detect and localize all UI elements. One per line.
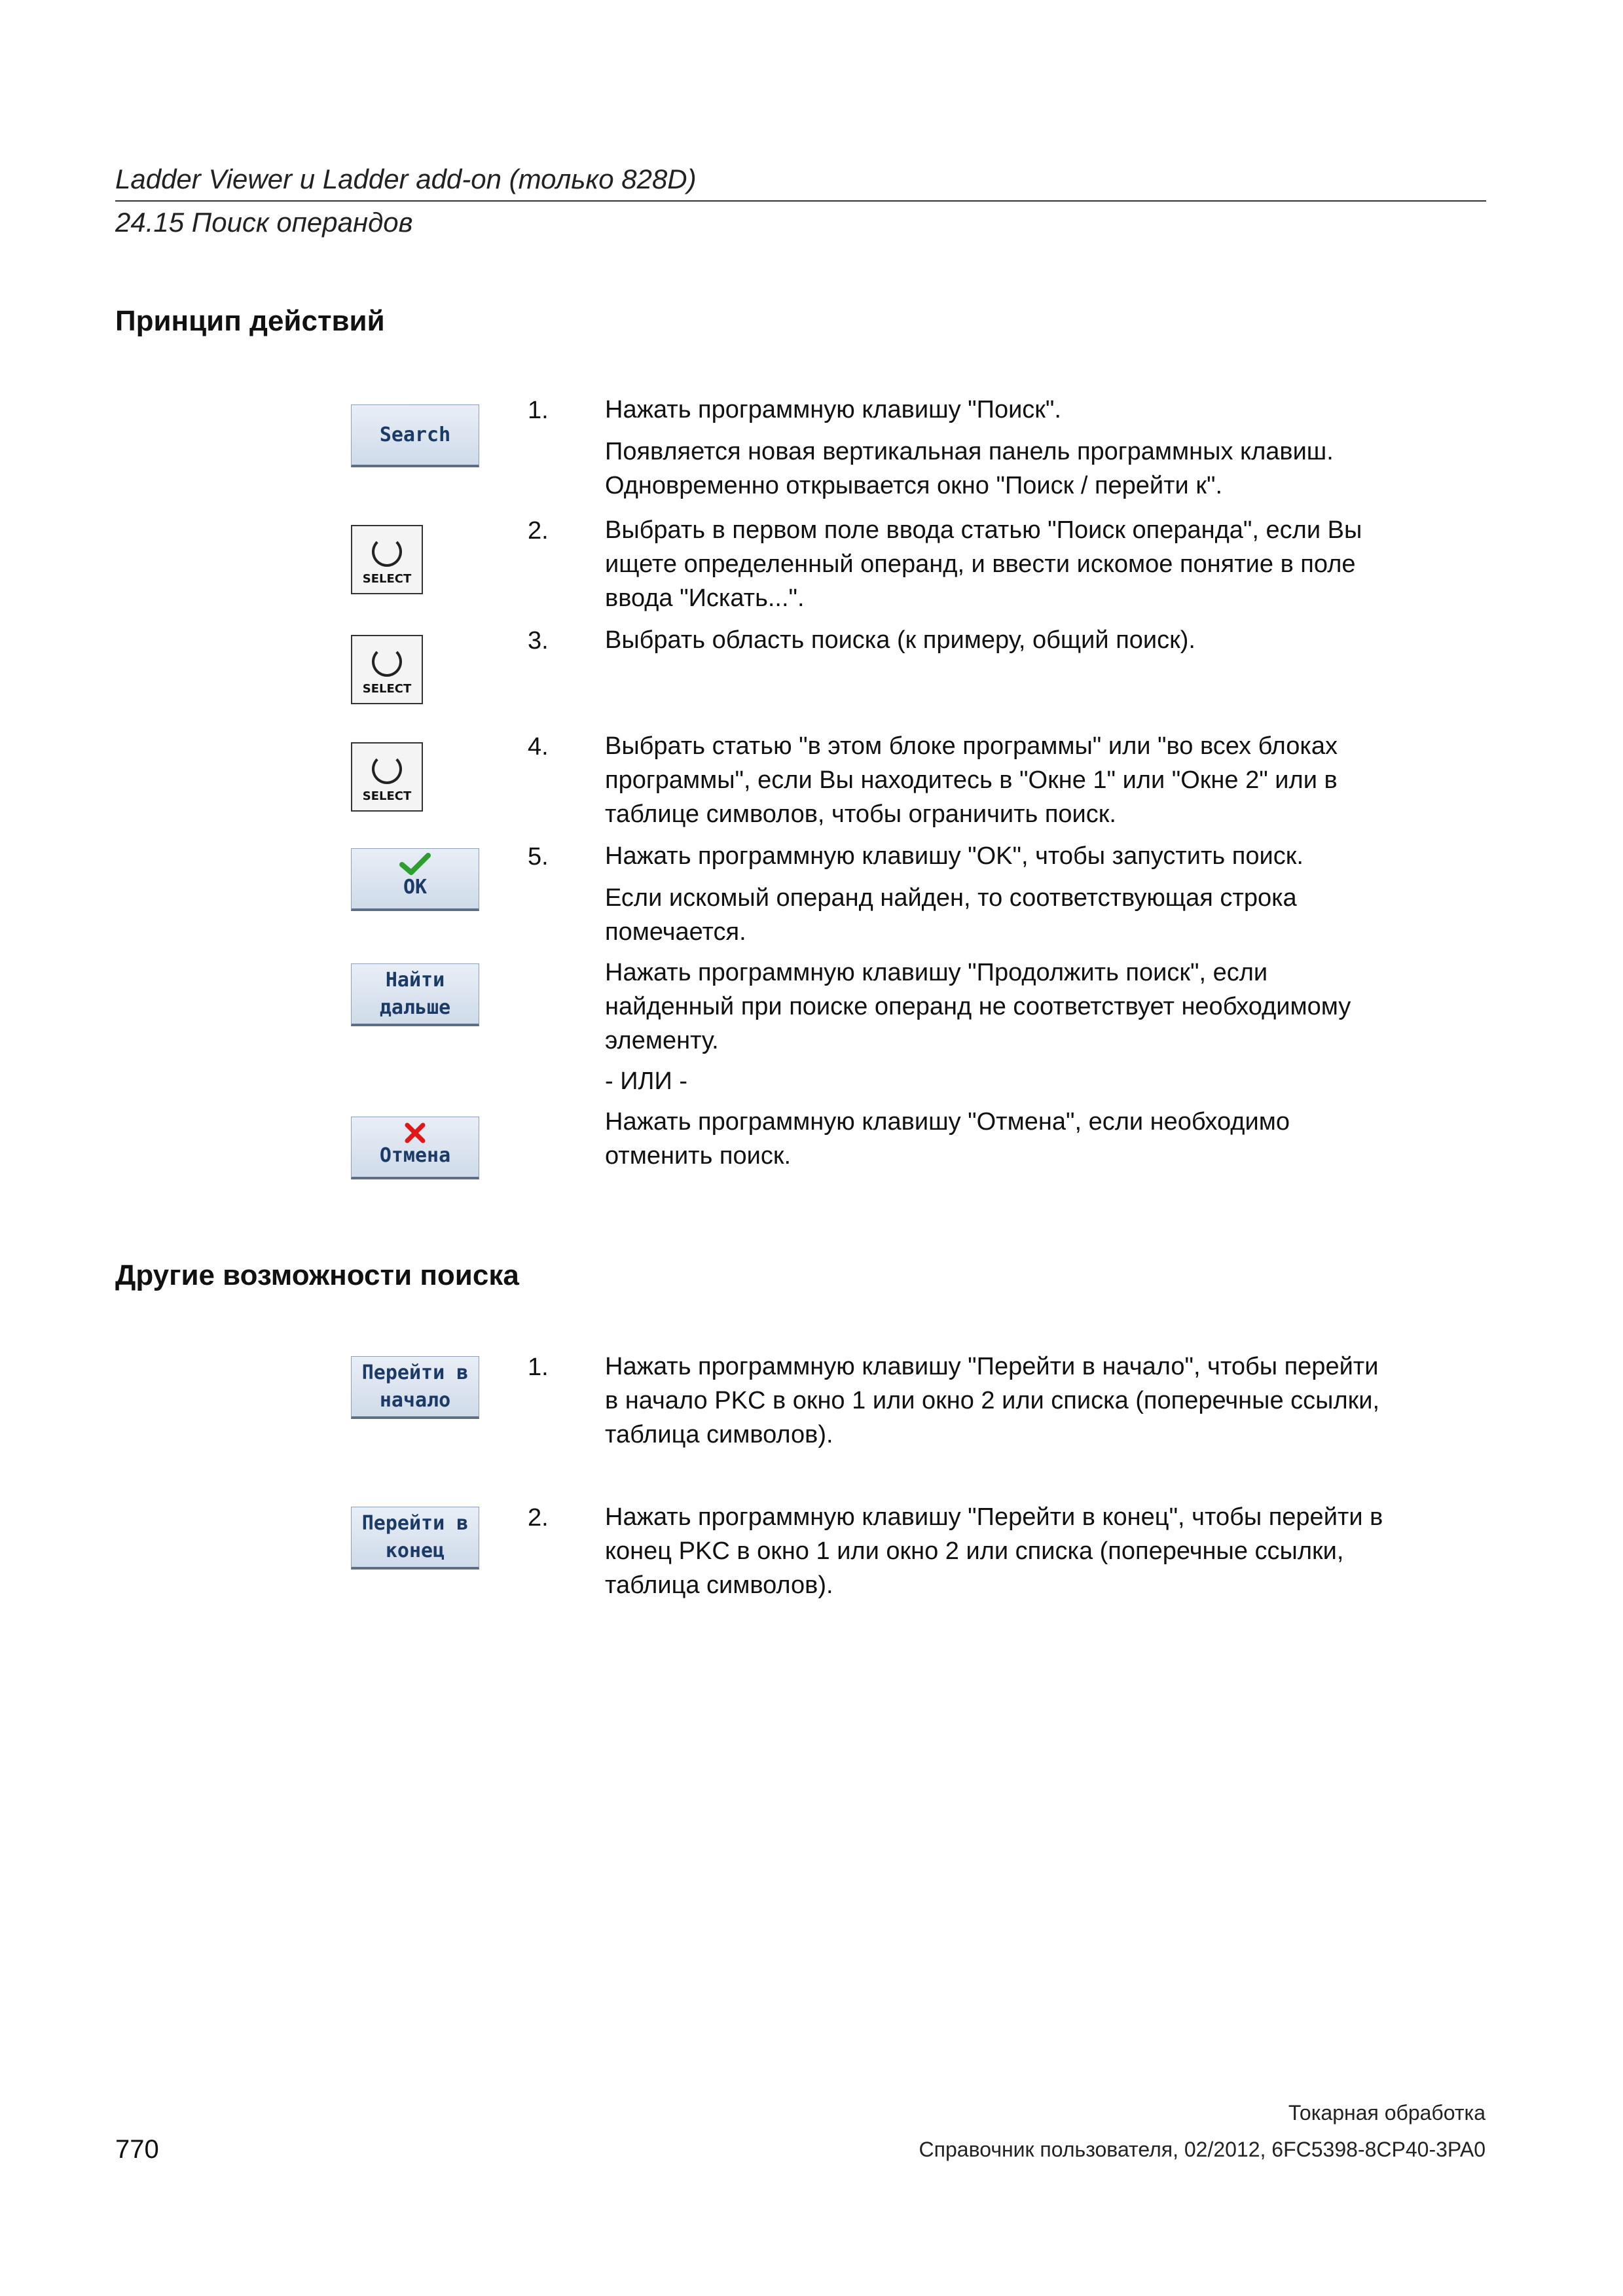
goto-start-softkey[interactable] — [351, 1356, 479, 1419]
goto-end-softkey[interactable] — [351, 1507, 479, 1570]
footer-manual: Справочник пользователя, 02/2012, 6FC5398-8CP40-3PA0 — [919, 2138, 1486, 2161]
step-number: 2. — [528, 1504, 549, 1532]
select-key-1[interactable] — [351, 525, 423, 594]
goto-end-label-line2: конец — [385, 1539, 445, 1562]
ok-softkey[interactable] — [351, 848, 479, 911]
footer-book-title: Токарная обработка — [1288, 2101, 1486, 2125]
select-key-2[interactable] — [351, 635, 423, 704]
step-text — [605, 729, 1443, 831]
step-line: Выбрать область поиска (к примеру, общий поиск). — [605, 626, 1195, 654]
section-heading-principle: Принцип действий — [115, 305, 385, 337]
step-line: отменить поиск. — [605, 1142, 792, 1170]
select-key-label: SELECT — [362, 789, 412, 803]
header-section: 24.15 Поиск операндов — [115, 207, 413, 238]
ok-softkey-label: OK — [403, 876, 428, 899]
step-text — [605, 1105, 1443, 1173]
checkmark-icon — [398, 853, 432, 876]
step-line: Если искомый операнд найден, то соответствующая строка — [605, 884, 1297, 912]
step-line: таблица символов). — [605, 1421, 833, 1448]
section-heading-other-search: Другие возможности поиска — [115, 1259, 519, 1291]
goto-end-label-line1: Перейти в — [361, 1511, 469, 1535]
step-line: Одновременно открывается окно "Поиск / перейти к". — [605, 472, 1223, 499]
step-line: - ИЛИ - — [605, 1067, 687, 1095]
step-text — [605, 393, 1443, 427]
step-line: Нажать программную клавишу "Поиск". — [605, 396, 1061, 423]
step-line: помечается. — [605, 918, 746, 946]
step-text — [605, 881, 1443, 949]
select-key-label: SELECT — [362, 571, 412, 586]
step-line: Нажать программную клавишу "OK", чтобы запустить поиск. — [605, 842, 1304, 870]
step-text — [605, 623, 1443, 657]
step-text — [605, 1500, 1443, 1602]
step-line: таблице символов, чтобы ограничить поиск. — [605, 800, 1116, 828]
step-line: Нажать программную клавишу "Отмена", если необходимо — [605, 1108, 1290, 1136]
step-number: 3. — [528, 627, 549, 655]
close-x-icon — [402, 1121, 428, 1145]
step-text — [605, 513, 1443, 615]
step-line: элементу. — [605, 1027, 719, 1054]
step-text — [605, 956, 1443, 1058]
goto-start-label-line2: начало — [379, 1388, 451, 1412]
page-number: 770 — [115, 2135, 159, 2164]
step-text — [605, 1064, 1443, 1098]
step-number: 5. — [528, 843, 549, 870]
step-text — [605, 435, 1443, 503]
step-line: Нажать программную клавишу "Перейти в конец", чтобы перейти в — [605, 1503, 1383, 1531]
select-key-3[interactable] — [351, 742, 423, 812]
step-number: 1. — [528, 1354, 549, 1381]
step-line: Нажать программную клавишу "Продолжить поиск", если — [605, 959, 1268, 986]
cancel-softkey-label: Отмена — [379, 1144, 451, 1167]
step-line: Появляется новая вертикальная панель программных клавиш. — [605, 438, 1334, 465]
find-next-softkey[interactable] — [351, 963, 479, 1026]
step-text — [605, 839, 1443, 873]
step-line: в начало PKC в окно 1 или окно 2 или списка (поперечные ссылки, — [605, 1387, 1380, 1414]
step-text — [605, 1350, 1443, 1452]
find-next-label-line2: дальше — [379, 996, 451, 1019]
step-line: ввода "Искать...". — [605, 584, 805, 612]
select-circle-icon — [372, 647, 402, 677]
select-circle-icon — [372, 537, 402, 567]
step-number: 1. — [528, 397, 549, 424]
step-line: конец PKC в окно 1 или окно 2 или списка (поперечные ссылки, — [605, 1537, 1344, 1565]
step-line: Выбрать в первом поле ввода статью "Поиск операнда", если Вы — [605, 516, 1362, 544]
header-title: Ladder Viewer и Ladder add-on (только 828D) — [115, 164, 697, 194]
step-line: Нажать программную клавишу "Перейти в начало", чтобы перейти — [605, 1353, 1379, 1380]
step-line: Выбрать статью "в этом блоке программы" или "во всех блоках — [605, 732, 1338, 760]
search-softkey-label: Search — [379, 423, 451, 446]
header-rule — [115, 200, 1486, 202]
step-line: таблица символов). — [605, 1571, 833, 1599]
step-line: найденный при поиске операнд не соответствует необходимому — [605, 993, 1351, 1020]
select-key-label: SELECT — [362, 681, 412, 696]
search-softkey[interactable] — [351, 404, 479, 467]
step-number: 4. — [528, 733, 549, 761]
step-number: 2. — [528, 517, 549, 545]
cancel-softkey[interactable] — [351, 1117, 479, 1179]
find-next-label-line1: Найти — [385, 968, 445, 992]
goto-start-label-line1: Перейти в — [361, 1361, 469, 1384]
select-circle-icon — [372, 754, 402, 784]
step-line: ищете определенный операнд, и ввести искомое понятие в поле — [605, 550, 1356, 578]
step-line: программы", если Вы находитесь в "Окне 1" или "Окне 2" или в — [605, 766, 1338, 794]
